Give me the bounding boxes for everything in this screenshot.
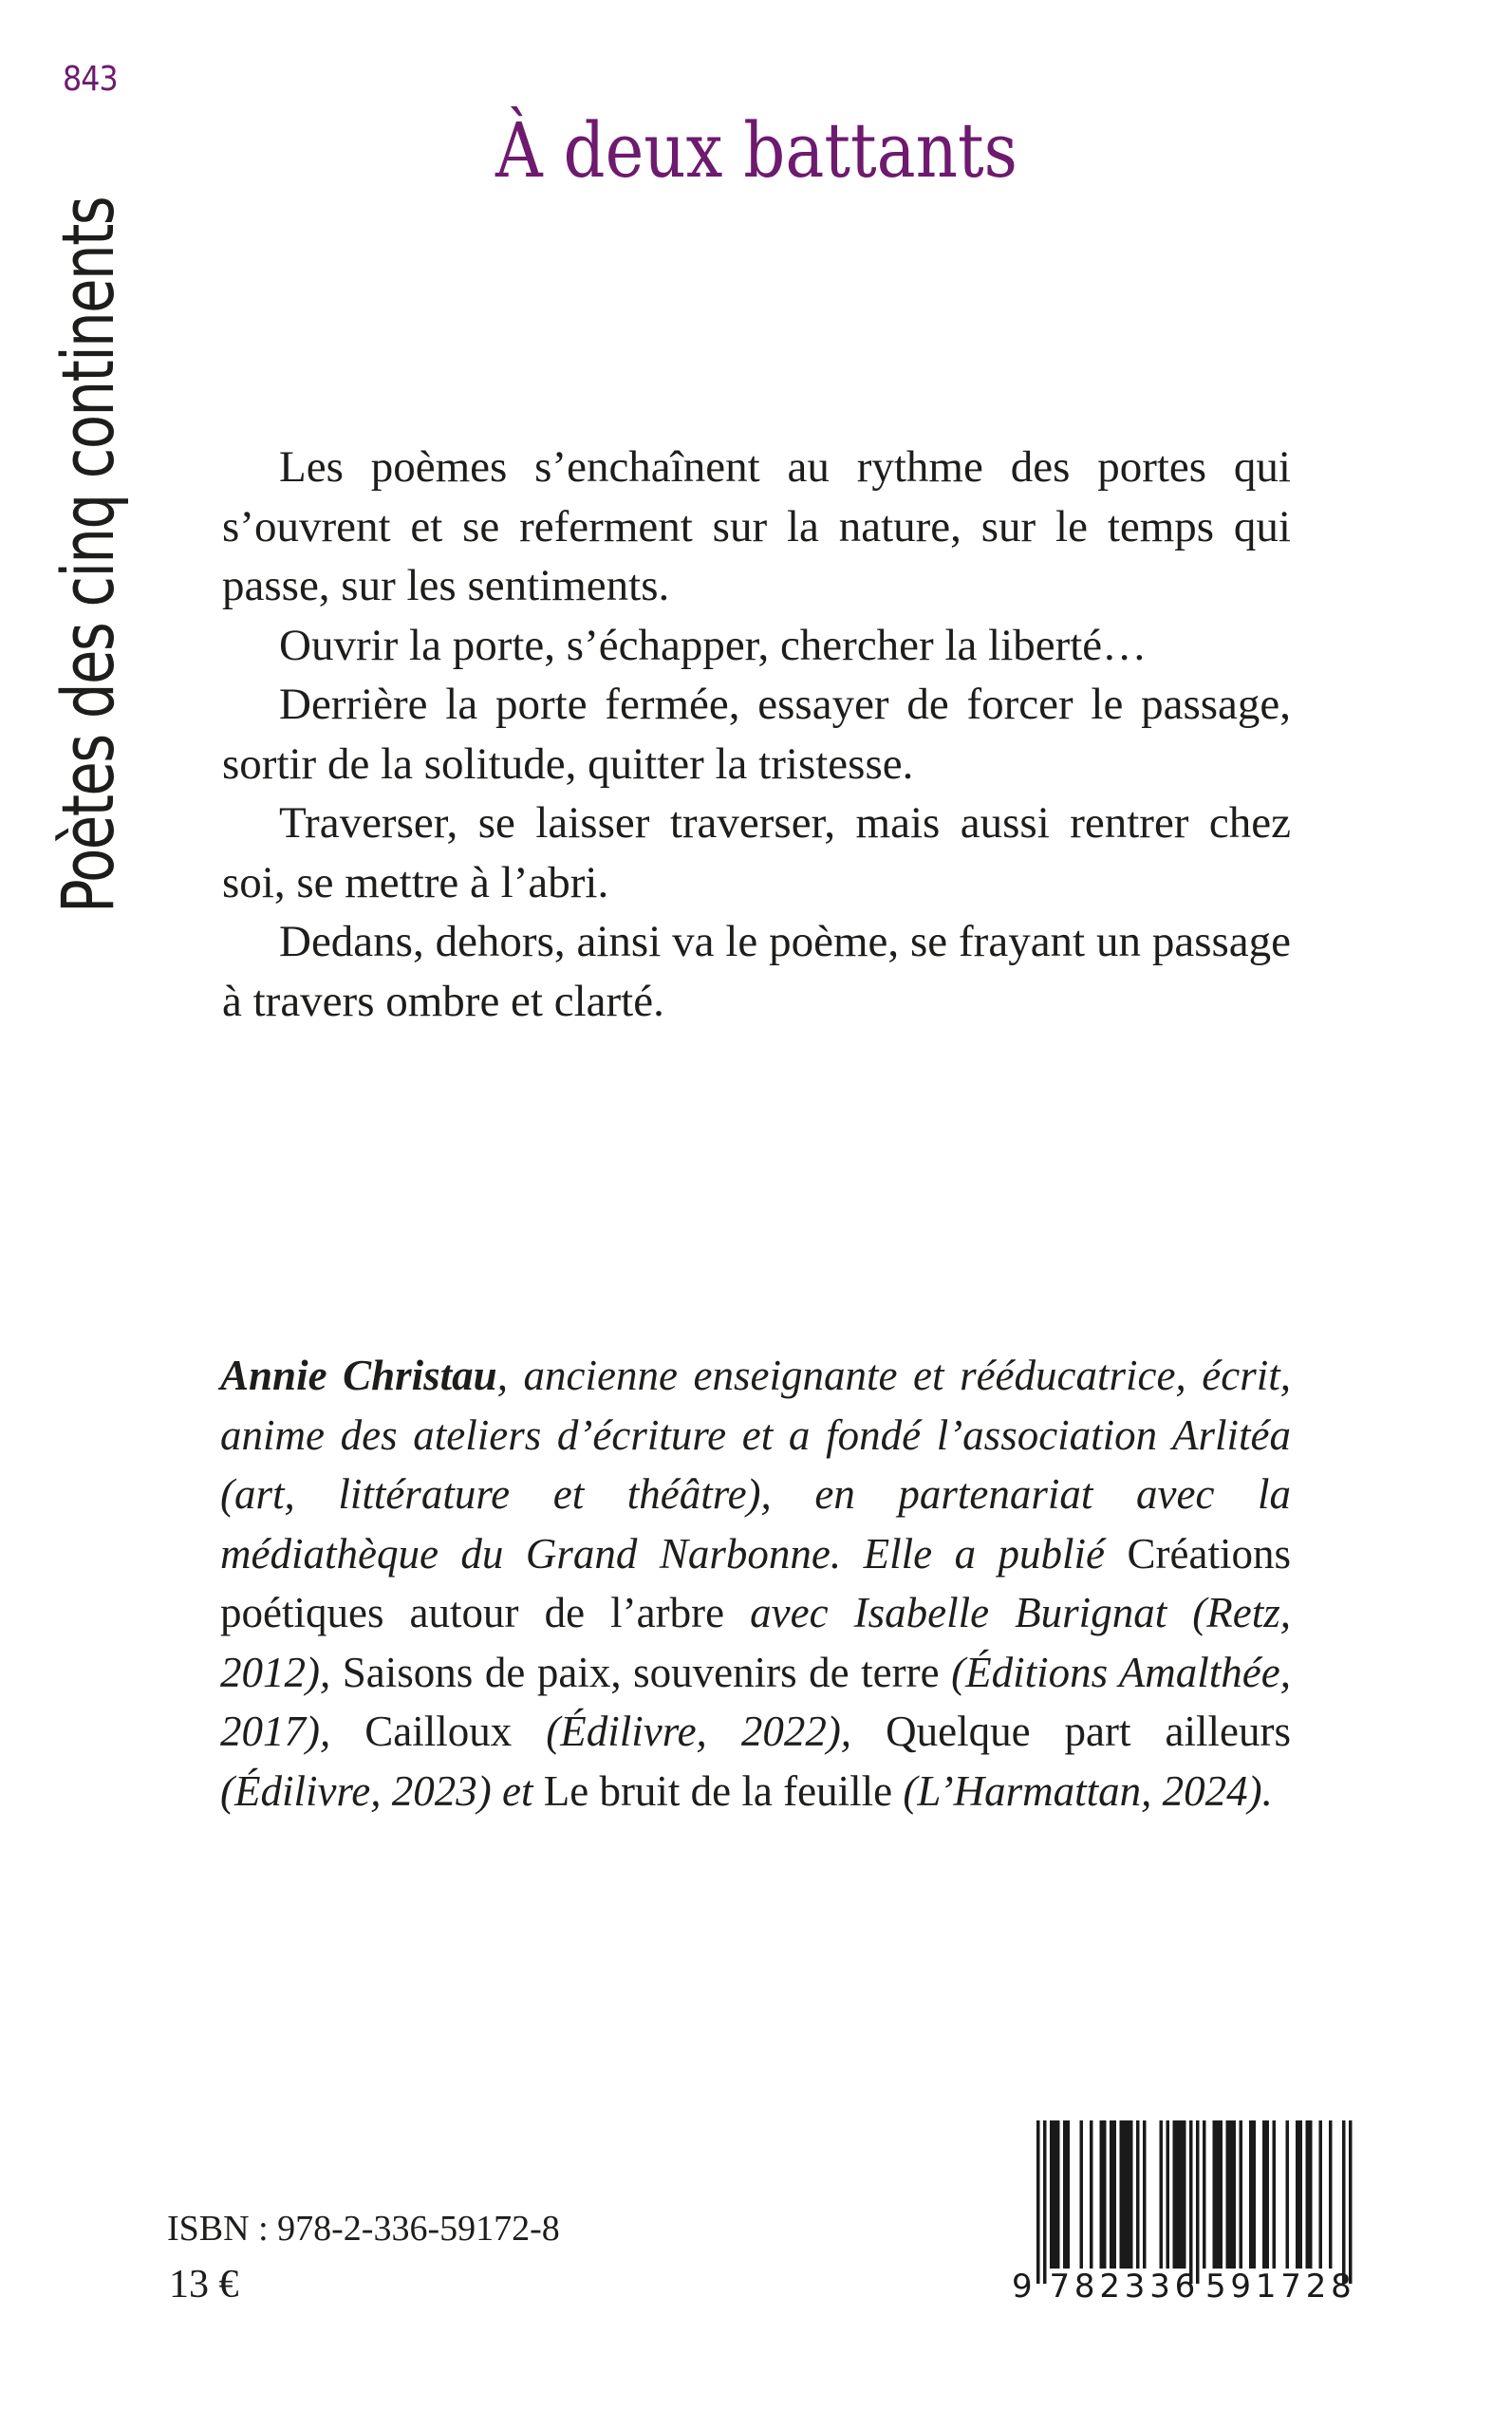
work-note: (Édilivre, 2022), [512, 1708, 887, 1755]
blurb-paragraph: Traverser, se laisser traverser, mais aussi rentrer chez soi, se mettre à l’abri. [222, 798, 1291, 907]
blurb-paragraph: Les poèmes s’enchaînent au rythme des portes qui s’ouvrent et se referment sur la nature, sur le temps qui passe, sur les sentiments. [222, 442, 1291, 610]
svg-text:9: 9 [1012, 2268, 1033, 2306]
work-title: Quelque part ailleurs [886, 1708, 1291, 1755]
series-name-vertical [46, 154, 130, 913]
bio-intro: , ancienne enseignante et rééducatrice, écrit, anime des ateliers d’écriture et a fondé l’association Arlitéa (art, littérature et théâtre), en partenariat avec la médiathèque du Grand Narbonne. Elle a publié [220, 1352, 1291, 1578]
work-note: (Éditions Amalthée, 2017), [220, 1648, 1291, 1755]
svg-text:591728: 591728 [1205, 2268, 1356, 2306]
work-title: Saisons de paix, souvenirs de terre [342, 1648, 940, 1696]
blurb-paragraph: Derrière la porte fermée, essayer de forcer le passage, sortir de la solitude, quitter la tristesse. [222, 680, 1291, 789]
author-bio [220, 1346, 1291, 1821]
blurb [222, 438, 1291, 1031]
work-title: Le bruit de la feuille [543, 1766, 893, 1815]
work-title: Créations poétiques autour de l’arbre [220, 1529, 1291, 1636]
work-note: (Édilivre, 2023) et [220, 1766, 544, 1815]
price: 13 € [169, 2263, 239, 2306]
isbn: ISBN : 978-2-336-59172-8 [167, 2209, 560, 2249]
barcode-graphic [1012, 2120, 1363, 2310]
work-title: Cailloux [364, 1708, 513, 1755]
work-note: avec Isabelle Burignat (Retz, 2012), [220, 1589, 1291, 1696]
svg-text:782336: 782336 [1049, 2268, 1201, 2306]
blurb-paragraph: Dedans, dehors, ainsi va le poème, se frayant un passage à travers ombre et clarté. [222, 917, 1291, 1026]
book-title: À deux battants [495, 106, 1017, 195]
blurb-paragraph: Ouvrir la porte, s’échapper, chercher la liberté… [279, 620, 1148, 670]
author-name: Annie Christau [220, 1352, 497, 1399]
series-number: 843 [63, 60, 118, 99]
series-name-text: Poètes des cinq continents [46, 196, 130, 913]
work-note: (L’Harmattan, 2024). [892, 1766, 1273, 1815]
barcode [1012, 2120, 1363, 2310]
author-bio-text [220, 1346, 1291, 1821]
